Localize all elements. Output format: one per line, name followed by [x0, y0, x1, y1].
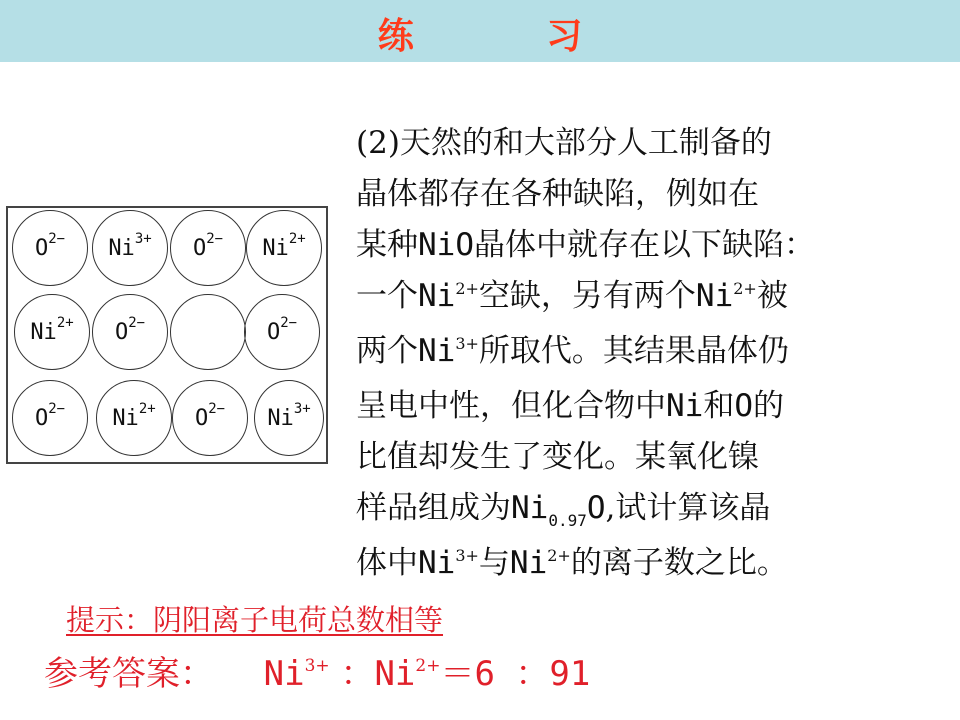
ion-circle — [254, 380, 324, 456]
text-run: 呈电中性，但化合物中 — [356, 388, 666, 424]
question-line — [356, 381, 956, 432]
ion-circle — [170, 210, 246, 286]
text-run: 所取代。其结果晶体仍 — [478, 333, 789, 369]
ion-charge: 3+ — [455, 334, 479, 353]
ion-charge: 2+ — [733, 279, 757, 298]
ion-circle — [14, 294, 90, 370]
formula: Ni — [666, 388, 704, 424]
ion-symbol: Ni — [112, 405, 139, 431]
ion-charge: 3+ — [134, 231, 152, 247]
ion-charge: 2− — [280, 315, 298, 331]
ion-symbol: O — [192, 235, 207, 261]
slide-title: 练 习 — [377, 16, 643, 57]
ion-charge: 2+ — [455, 279, 479, 298]
ion-circle — [12, 210, 88, 286]
question-line — [356, 538, 956, 593]
ion-charge: 2− — [48, 401, 66, 417]
formula: O — [734, 388, 753, 424]
question-line — [356, 326, 956, 381]
ion-charge: 2+ — [138, 401, 156, 417]
formula: Ni — [509, 545, 548, 581]
question-line: (2)天然的和大部分人工制备的 — [356, 125, 772, 161]
text-run: 与 — [478, 545, 510, 581]
question-line — [356, 271, 956, 326]
text-run: 晶体中就存在以下缺陷： — [474, 227, 815, 263]
reference-answer — [44, 646, 590, 695]
ion-symbol: O — [194, 405, 209, 431]
vacancy-circle — [170, 294, 246, 370]
ion-symbol: O — [34, 405, 49, 431]
ion-symbol: Ni — [108, 235, 135, 261]
text-run: 样品组成为 — [356, 490, 511, 526]
ion-circle — [92, 210, 168, 286]
ion-charge: 3+ — [455, 546, 479, 565]
ion-symbol: Ni — [30, 319, 57, 345]
ion-circle — [246, 210, 322, 286]
ion-charge: 2+ — [56, 315, 74, 331]
question-line: 比值却发生了变化。某氧化镍 — [356, 439, 759, 475]
text-run: 空缺，另有两个 — [478, 278, 696, 314]
subscript: 0.97 — [548, 511, 587, 530]
text-run: 的离子数之比。 — [570, 545, 788, 581]
text-run: 被 — [756, 278, 788, 314]
question-line — [356, 483, 956, 538]
text-run: 两个 — [356, 333, 418, 369]
text-run: 一个 — [356, 278, 418, 314]
text-run: 某种 — [356, 227, 418, 263]
ion-charge: 2− — [208, 401, 226, 417]
text-run: ,试计算该晶 — [605, 490, 771, 526]
formula: O — [586, 490, 606, 526]
formula: Ni — [511, 490, 549, 526]
answer-separator: ： — [340, 654, 375, 694]
ion-symbol: Ni — [262, 235, 289, 261]
ion-circle — [96, 380, 172, 456]
question-text — [356, 118, 956, 593]
ion-symbol: O — [34, 235, 49, 261]
answer-charge: 3+ — [304, 656, 330, 676]
formula: Ni — [418, 278, 456, 314]
hint-text: 提示：阴阳离子电荷总数相等 — [66, 603, 444, 637]
ion-charge: 2− — [128, 315, 146, 331]
answer-charge: 2+ — [415, 656, 441, 676]
text-run: 的 — [753, 388, 784, 424]
formula: Ni — [695, 278, 734, 314]
ion-circle — [244, 294, 320, 370]
ion-charge: 2− — [48, 231, 66, 247]
answer-label: 参考答案： — [44, 654, 214, 694]
question-line — [356, 220, 956, 271]
ion-charge: 3+ — [293, 401, 311, 417]
ion-symbol: O — [266, 319, 281, 345]
ion-circle — [92, 294, 168, 370]
question-line: 晶体都存在各种缺陷，例如在 — [356, 176, 759, 212]
answer-ion: Ni — [374, 654, 416, 694]
ion-symbol: O — [114, 319, 129, 345]
ion-circle — [12, 380, 88, 456]
ion-circle — [172, 380, 248, 456]
formula: Ni — [418, 333, 456, 369]
formula: Ni — [418, 545, 456, 581]
ion-charge: 2+ — [547, 546, 571, 565]
ion-charge: 2− — [206, 231, 224, 247]
ion-charge: 2+ — [288, 231, 306, 247]
text-run: 体中 — [356, 545, 418, 581]
answer-result: ＝6 ：91 — [440, 654, 591, 694]
text-run: 和 — [703, 388, 735, 424]
ion-symbol: Ni — [267, 405, 294, 431]
answer-ion: Ni — [263, 654, 305, 694]
nio-crystal-defect-diagram — [6, 206, 328, 464]
formula: NiO — [418, 227, 474, 263]
